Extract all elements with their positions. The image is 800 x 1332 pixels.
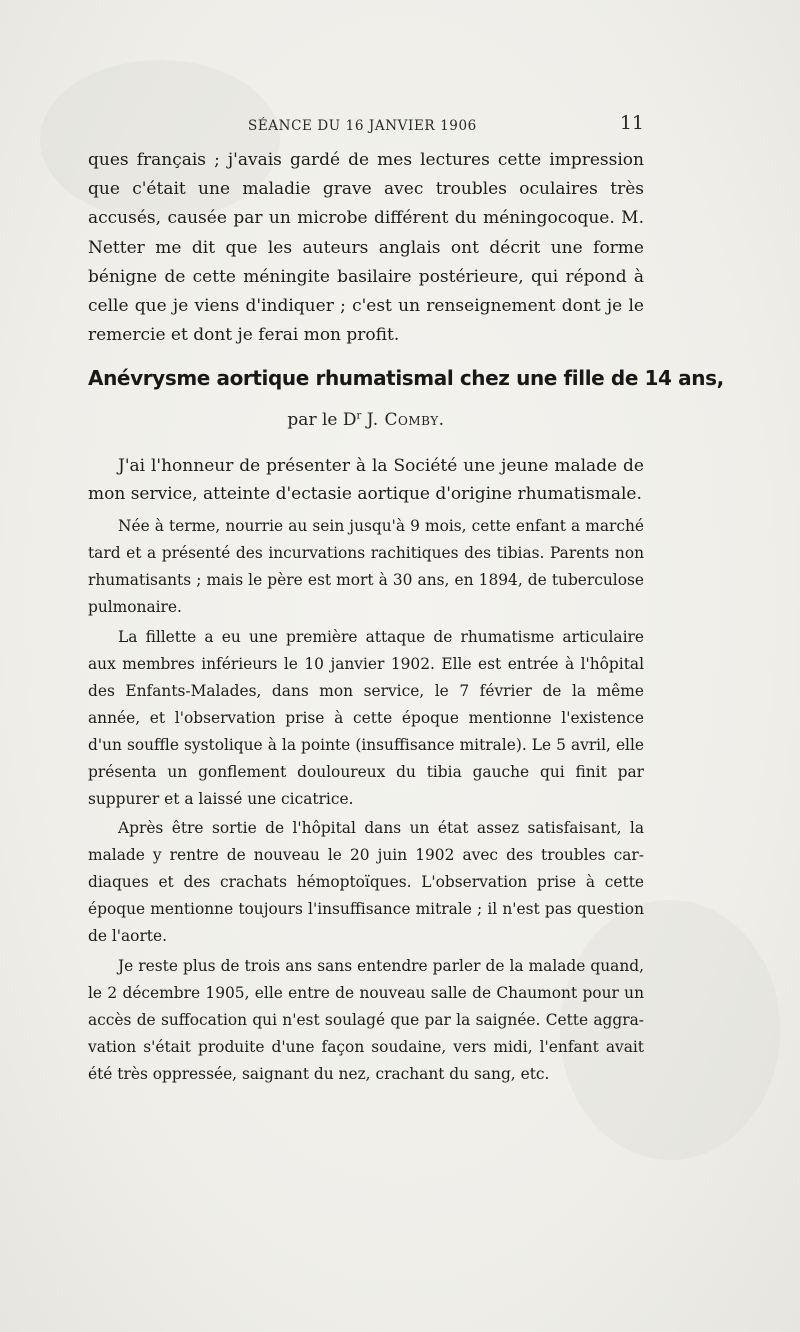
body-paragraph: Née à terme, nourrie au sein jusqu'à 9 mois, cette enfant a marché tard et a présenté des incurvations rachitiques des tibias. Parents non rhumatisants ; mais le père est mort à 30 ans, en 1894, de tuberculose pulmonaire. xyxy=(88,517,644,616)
page-header xyxy=(88,112,644,142)
byline-author: J. Comby. xyxy=(366,410,445,430)
page-number: 11 xyxy=(619,112,644,134)
byline-prefix: par le D xyxy=(287,410,357,430)
byline-sup: r xyxy=(356,410,362,422)
intro-paragraph: J'ai l'honneur de présenter à la Société une jeune malade de mon service, atteinte d'ectasie aortique d'origine rhumatismale. xyxy=(88,456,644,504)
article-byline xyxy=(88,410,644,430)
article-title: Anévrysme aortique rhumatismal chez une fille de 14 ans, xyxy=(88,366,724,390)
body-paragraph: Après être sortie de l'hôpital dans un état assez satisfaisant, la malade y rentre de nouveau le 20 juin 1902 avec des troubles cardiaques et des crachats hémoptoïques. L'observation prise à cette époque mentionne toujours l'insuffisance mitrale ; il n'est pas question de l'aorte. xyxy=(88,819,644,946)
continued-paragraph: ques français ; j'avais gardé de mes lectures cette impression que c'était une maladie grave avec troubles oculaires très accusés, causée par un microbe différent du méningocoque. M. Netter me dit que les auteurs anglais ont décrit une forme bénigne de cette méningite basilaire postérieure, qui répond à celle que je viens d'indiquer ; c'est un renseignement dont je le remercie et dont je ferai mon profit. xyxy=(88,150,644,346)
body-paragraph: La fillette a eu une première attaque de rhumatisme articulaire aux membres inférieurs le 10 janvier 1902. Elle est entrée à l'hôpital des Enfants-Malades, dans mon service, le 7 février de la même année, et l'observation prise à cette époque mentionne l'existence d'un souffle systolique à la pointe (insuffisance mitrale). Le 5 avril, elle présenta un gonflement douloureux du tibia gauche qui finit par suppurer et a laissé une cicatrice. xyxy=(88,627,644,808)
running-head: SÉANCE DU 16 JANVIER 1906 xyxy=(248,118,477,134)
article-body xyxy=(88,513,644,1090)
body-paragraph: Je reste plus de trois ans sans entendre parler de la malade quand, le 2 décembre 1905, elle entre de nouveau salle de Chaumont pour un accès de suffocation qui n'est soulagé que par la saignée. Cette aggravation s'était produite d'une façon soudaine, vers midi, l'enfant avait été très oppressée, saignant du nez, crachant du sang, etc. xyxy=(88,956,644,1083)
